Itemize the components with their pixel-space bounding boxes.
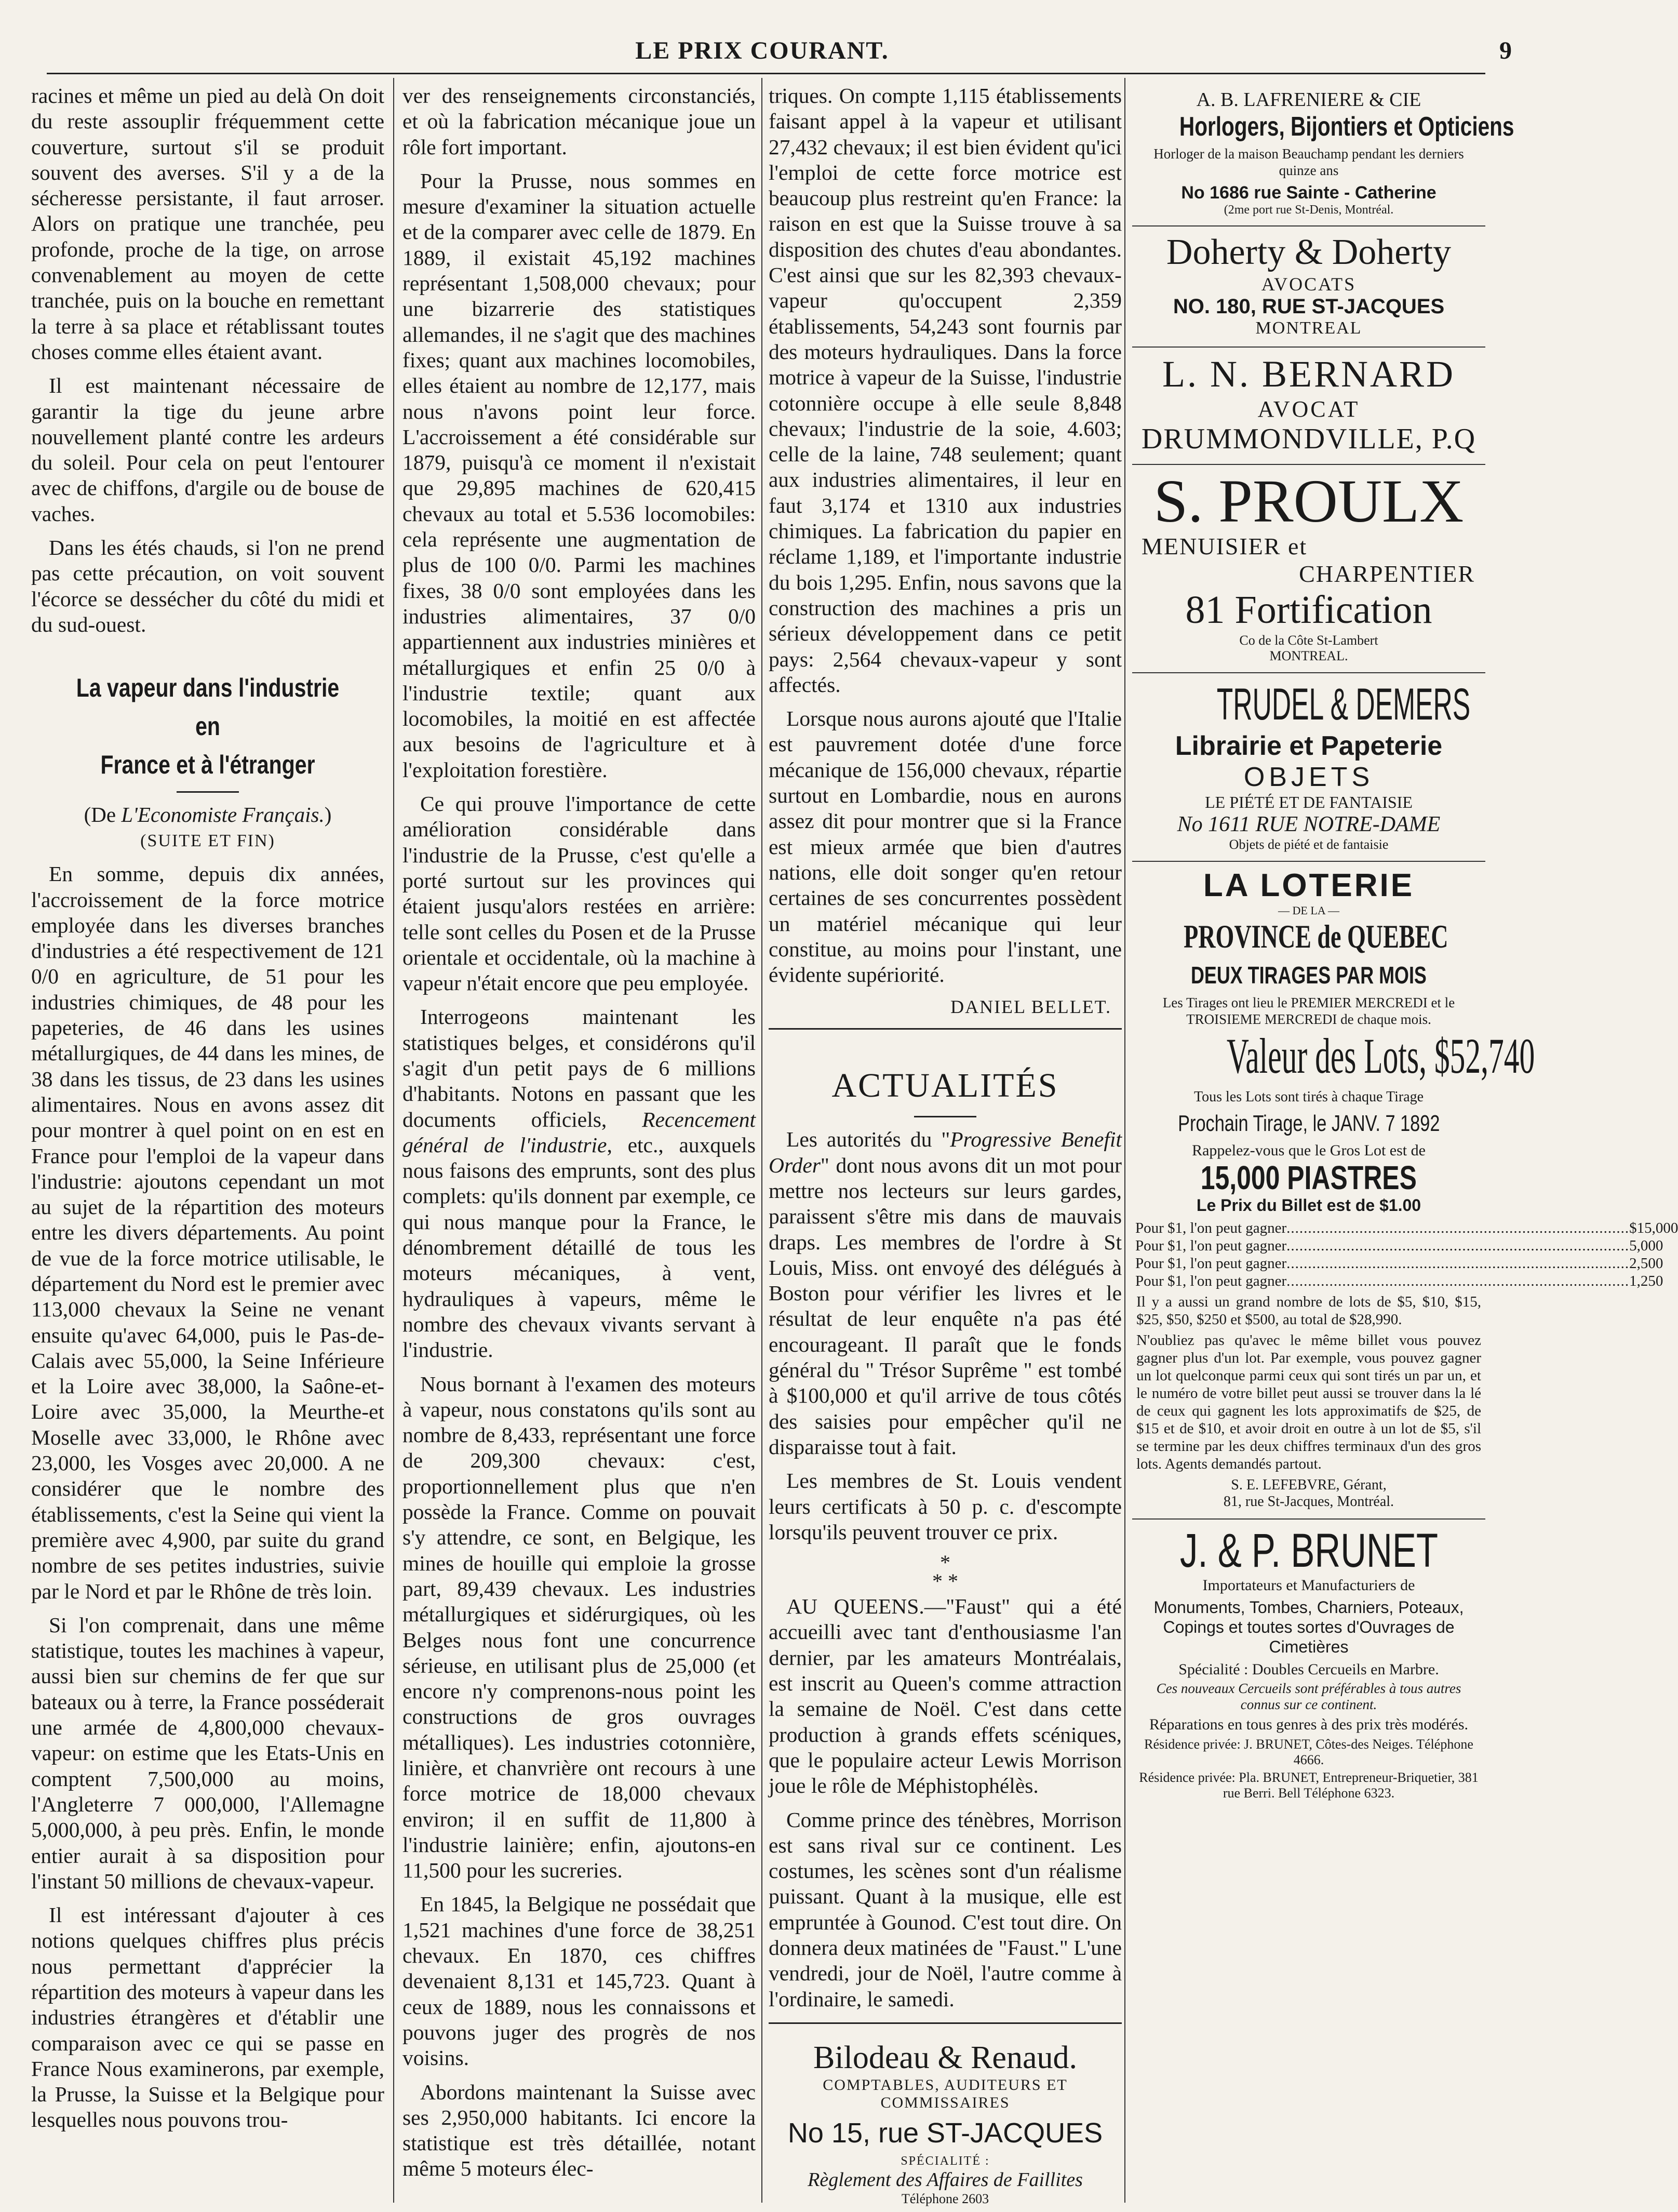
paragraph: Comme prince des ténèbres, Morrison est sans rival sur ce continent. Les costumes, les scènes sont d'un réalisme puissant. Quant à la musique, elle est empruntée à Gounod. C'est tout dire. On donnera deux matinées de "Faust." L'une vendredi, jour de Noël, l'autre comme à l'ordinaire, le samedi. [769,1807,1122,2011]
paragraph: Abordons maintenant la Suisse avec ses 2,950,000 habitants. Ici encore la statistique est très détaillée, notant même 5 moteurs élec- [402,2080,756,2181]
paragraph: Ce qui prouve l'importance de cette amélioration considérable dans l'industrie de la Prusse, c'est qu'elle a porté surtout sur les provinces qui étaient jusqu'alors restées en arrière: telle sont celles du Posen et de la Prusse orientale et occidentale, où la machine à vapeur n'était encore que peu employée. [402,792,756,995]
ad-lafreniere: A. B. LAFRENIERE & CIE Horlogers, Bijontiers et Opticiens Horloger de la maison Beauchamp pendant les derniers quinze ans No 1686 rue Sainte - Catherine (2me port rue St-Denis, Montréal. [1132,83,1485,226]
column-1 [31,83,384,2203]
section-rule [769,1028,1122,1030]
paragraph: Pour la Prusse, nous sommes en mesure d'examiner la situation actuelle et de la comparer avec celle de 1879. En 1889, il existait 45,192 machines représentant 1,508,000 chevaux; pour une bizarrerie des statistiques allemandes, il ne s'agit que des machines fixes; quant aux machines locomobiles, elles étaient au nombre de 12,177, mais nous n'avons point leur force. L'accroissement a été considérable sur 1879, puisqu'à ce moment il n'existait que 29,895 machines de 620,415 chevaux au total et 5.536 locomobiles: cela représente une augmentation de plus de 100 0/0. Parmi les machines fixes, 38 0/0 sont employées dans les industries alimentaires, 37 0/0 appartiennent aux industries minières et métallurgiques et enfin 25 0/0 à l'industrie textile; quant aux locomobiles, la moitié en est affectée aux besoins de l'agriculture et à l'exploitation forestière. [402,168,756,782]
column-divider [761,78,762,2203]
prize-row: Pour $1, l'on peut gagner ..... 2,500 [1132,1255,1485,1272]
paragraph: triques. On compte 1,115 établissements faisant appel à la vapeur et utilisant 27,432 chevaux; il est bien évident qu'ici l'emploi de cette force motrice est beaucoup plus restreint qu'en France: la raison en est que la Suisse trouve à sa disposition des chutes d'eau abondantes. C'est ainsi que sur les 82,393 chevaux-vapeur qu'occupent 2,359 établissements, 54,243 sont fournis par des moteurs hydrauliques. Dans la force motrice à vapeur de la Suisse, l'industrie cotonnière occupe à elle seule 8,848 chevaux; l'industrie de la soie, 4.603; celle de la laine, 748 seulement; quant aux industries alimentaires, il leur en faut 3,174 et 1310 aux industries chimiques. La fabrication du papier en réclame 1,189, et l'importante industrie du bois 1,295. Enfin, nous savons que la construction des machines a pris un sérieux développement dans ce petit pays: 2,564 chevaux-vapeur y sont affectés. [769,84,1122,697]
ad-bernard: L. N. BERNARD AVOCAT DRUMMONDVILLE, P.Q [1132,348,1485,465]
paragraph: Il est intéressant d'ajouter à ces notions quelques chiffres plus précis nous permettant d'apprécier la répartition des moteurs à vapeur dans les industries étrangères et d'établir une comparaison avec ce qui se passe en France Nous examinerons, par exemple, la Prusse, la Suisse et la Belgique pour lesquelles nous pouvons trou- [31,1903,384,2132]
ad-loterie: LA LOTERIE — DE LA — PROVINCE de QUEBEC DEUX TIRAGES PAR MOIS Les Tirages ont lieu le PREMIER MERCREDI et le TROISIEME MERCREDI de chaque mois. Valeur des Lots, $52,740 Tous les Lots sont tirés à chaque Tirage Prochain Tirage, le JANV. 7 1892 Rappelez-vous que le Gros Lot est de 15,000 PIASTRES Le Prix du Billet est de $1.00 Pour $1, l'on peut gagner ..... $15,000 Pour $1, l'on peut gagner ..... 5,000 Pour $1, l'on peut gagner ..... 2,500 Pour $1, l'on peut gagner ..... 1,250 Il y a aussi un grand nombre de lots de $5, $10, $15, $25, $50, $250 et $500, au total de $28,990. N'oubliez pas qu'avec le même billet vous pouvez gagner plus d'un lot. Par exemple, vous pouvez gagner un lot quelconque parmi ceux qui sont tirés un par un, et le numéro de votre billet peut aussi se trouver dans la lé de ceux qui gagnent les lots approximatifs de $25, de $15 et de $10, et avoir droit en outre à un lot de $5, s'il se termine par les deux chiffres terminaux d'un des gros lots. Agents demandés partout. S. E. LEFEBVRE, Gérant, 81, rue St-Jacques, Montréal. [1132,862,1485,1520]
paragraph: Les membres de St. Louis vendent leurs certificats à 50 p. c. d'escompte lorsqu'ils peuvent trouver ce prix. [769,1469,1122,1544]
column-2 [402,83,756,2203]
column-divider [1124,78,1125,2203]
paragraph: AU QUEENS.—"Faust" qui a été accueilli avec tant d'enthousiasme l'an dernier, par les amateurs Montréalais, est inscrit au Queen's comme attraction la semaine de Noël. C'est dans cette production à grands effets scéniques, que le populaire acteur Lewis Morrison joue le rôle de Méphistophélès. [769,1594,1122,1798]
column-divider [393,78,394,2203]
paragraph: En somme, depuis dix années, l'accroissement de la force motrice employée dans les diverses branches d'industries a été respectivement de 121 0/0 en agriculture, de 51 pour les industries chimiques, de 48 pour les papeteries, de 46 dans les usines métallurgiques, de 44 dans les mines, de 38 dans les tissus, de 23 dans les usines alimentaires. Nous en avons assez dit pour montrer à quel point on en est en France pour l'emploi de la vapeur dans l'industrie: ajoutons cependant un mot au sujet de la répartition des moteurs entre les divers départements. Au point de vue de la force motrice utilisable, le département du Nord est le premier avec 113,000 chevaux la Seine ne venant ensuite qu'avec 64,000, puis le Pas-de-Calais avec 55,000, la Seine Inférieure et la Loire avec 38,000, la Saône-et-Loire avec 35,000, la Meurthe-et Moselle avec 33,000, le Rhône avec 23,000, les Vosges avec 20,000. A ne considérer que le nombre des établissements, c'est la Seine qui vient la première avec 4,900, par suite du grand nombre de ses petites industries, suivie par le Nord et par le Rhône de très loin. [31,862,384,1603]
separator-asterism: * * * [932,1551,958,1593]
page-header [0,36,1524,68]
author-signature: DANIEL BELLET. [950,996,1111,1018]
title-rule [914,1116,976,1117]
paragraph: Interrogeons maintenant les statistiques belges, et considérons qu'il s'agit d'un petit pays de 6 millions d'habitants. Notons en passant que les documents officiels, Recencement général de l'industrie, etc., auxquels nous faisons des emprunts, sont des plus complets: qu'ils donnent par exemple, ce qui nous manque pour la France, le dénombrement détaillé de tous les moteurs mécaniques, à vent, hydrauliques à vapeurs, même le nombre des chevaux vivants servant à l'industrie. [402,1005,756,1362]
paragraph: En 1845, la Belgique ne possédait que 1,521 machines d'une force de 38,251 chevaux. En 1870, ces chiffres devenaient 8,131 et 145,723. Quant à ceux de 1889, nous les connaissons et pouvons juger des progrès de nos voisins. [402,1892,756,2070]
column-3 [769,83,1122,2206]
ad-trudel-demers: TRUDEL & DEMERS Librairie et Papeterie OBJETS LE PIÉTÉ ET DE FANTAISIE No 1611 RUE NOTRE-DAME Objets de piété et de fantaisie [1132,673,1485,862]
prize-row: Pour $1, l'on peut gagner ..... $15,000 [1132,1219,1485,1237]
article-title: La vapeur dans l'industrie en France et à l'étranger [76,673,340,780]
ad-doherty: Doherty & Doherty AVOCATS NO. 180, RUE ST-JACQUES MONTREAL [1132,226,1485,348]
prize-row: Pour $1, l'on peut gagner ..... 5,000 [1132,1237,1485,1255]
ad-brunet: J. & P. BRUNET Importateurs et Manufacturiers de Monuments, Tombes, Charniers, Poteaux, Copings et toutes sortes d'Ouvrages de Cimetières Spécialité : Doubles Cercueils en Marbre. Ces nouveaux Cercueils sont préférables à tous autres connus sur ce continent. Réparations en tous genres à des prix très modérés. Résidence privée: J. BRUNET, Côtes-des Neiges. Téléphone 4666. Résidence privée: Pla. BRUNET, Entrepreneur-Briquetier, 381 rue Berri. Bell Téléphone 6323. [1139,1524,1479,1801]
masthead: LE PRIX COURANT. [635,37,889,64]
paragraph: Si l'on comprenait, dans une même statistique, toutes les machines à vapeur, aussi bien sur chemins de fer que sur bateaux ou à terre, la France posséderait une armée de 4,800,000 chevaux-vapeur: on estime que les Etats-Unis en comptent 7,500,000 au moins, l'Angleterre 7 000,000, l'Allemagne 5,000,000, à peu près. Enfin, le monde entier aurait à sa disposition pour l'instant 50 millions de chevaux-vapeur. [31,1613,384,1893]
paragraph: racines et même un pied au delà On doit du reste assouplir fréquemment cette couverture, surtout s'il se produit souvent des averses. S'il y a de la sécheresse persistante, il faut arroser. Alors on pratique une tranchée, peu profonde, proche de la tige, on arrose convenablement au moyen de cette tranchée, puis on la bouche en remettant la terre à sa place et rétablissant toutes choses comme elles étaient avant. [31,84,384,364]
paragraph: Nous bornant à l'examen des moteurs à vapeur, nous constatons qu'ils sont au nombre de 8,433, représentant une force de 209,300 chevaux: c'est, proportionnellement plus que n'en possède la France. Comme on pouvait s'y attendre, ce sont, en Belgique, les mines de houille qui emploie la grosse part, 89,439 chevaux. Les industries métallurgiques et sidérurgiques, où les Belges nous font une concurrence sérieuse, en utilisant plus de 25,000 (et encore n'y comprenons-nous point les constructions de gros ouvrages métalliques). Les industries cotonnière, linière, et chanvrière ont recours à une force motrice de 18,000 chevaux environ; il en suffit de 11,800 à l'industrie lainière; enfin, ajoutons-en 11,500 pour les sucreries. [402,1371,756,1883]
header-rule [47,73,1485,74]
prize-row: Pour $1, l'on peut gagner ..... 1,250 [1132,1272,1485,1290]
ad-proulx: S. PROULX MENUISIER et CHARPENTIER 81 Fortification Co de la Côte St-Lambert MONTREAL. [1132,465,1485,673]
title-rule [177,791,239,793]
paragraph: Il est maintenant nécessaire de garantir la tige du jeune arbre nouvellement planté contre les ardeurs du soleil. Pour cela on peut l'entourer avec de chiffons, d'argile ou de bouse de vaches. [31,374,384,526]
page-number: 9 [1499,37,1512,64]
article-source: (De L'Economiste Français.) [84,803,332,827]
ad-bilodeau-renaud: Bilodeau & Renaud. COMPTABLES, AUDITEURS ET COMMISSAIRES No 15, rue ST-JACQUES SPÉCIALITÉ : Règlement des Affaires de Faillites Téléphone 2603 [787,2040,1103,2206]
section-rule [769,2022,1122,2024]
article-continuation: (SUITE ET FIN) [140,831,275,851]
paragraph: Dans les étés chauds, si l'on ne prend pas cette précaution, on voit souvent l'écorce se dessécher du côté du midi et du sud-ouest. [31,536,384,636]
paragraph: Lorsque nous aurons ajouté que l'Italie est pauvrement dotée d'une force mécanique de 156,000 chevaux, répartie surtout en Lombardie, nous en aurons assez dit pour montrer que si la France est mieux armée que bien d'autres nations, elle doit songer qu'en retour certaines de ses concurrentes possèdent un matériel mécanique qui leur constitue, au moins pour l'instant, une évidente supériorité. [769,707,1122,987]
paragraph: Les autorités du "Progressive Benefit Order" dont nous avons dit un mot pour mettre nos lecteurs sur leurs gardes, paraissent s'être mis dans de mauvais draps. Les membres de l'ordre à St Louis, Miss. ont envoyé des délégués à Boston pour vérifier les livres et le résultat de leur enquête n'a pas été encourageant. Il paraît que le fonds général du " Trésor Suprême " est tombé à $100,000 et qu'il arrive de tous côtés des saisies pour empêcher qu'il ne disparaisse tout à fait. [769,1127,1122,1459]
prize-list [1132,1219,1678,1290]
section-title-actualites: ACTUALITÉS [831,1067,1059,1105]
column-4-advertisements [1132,83,1678,2203]
paragraph: ver des renseignements circonstanciés, et où la fabrication mécanique joue un rôle fort important. [402,84,756,159]
